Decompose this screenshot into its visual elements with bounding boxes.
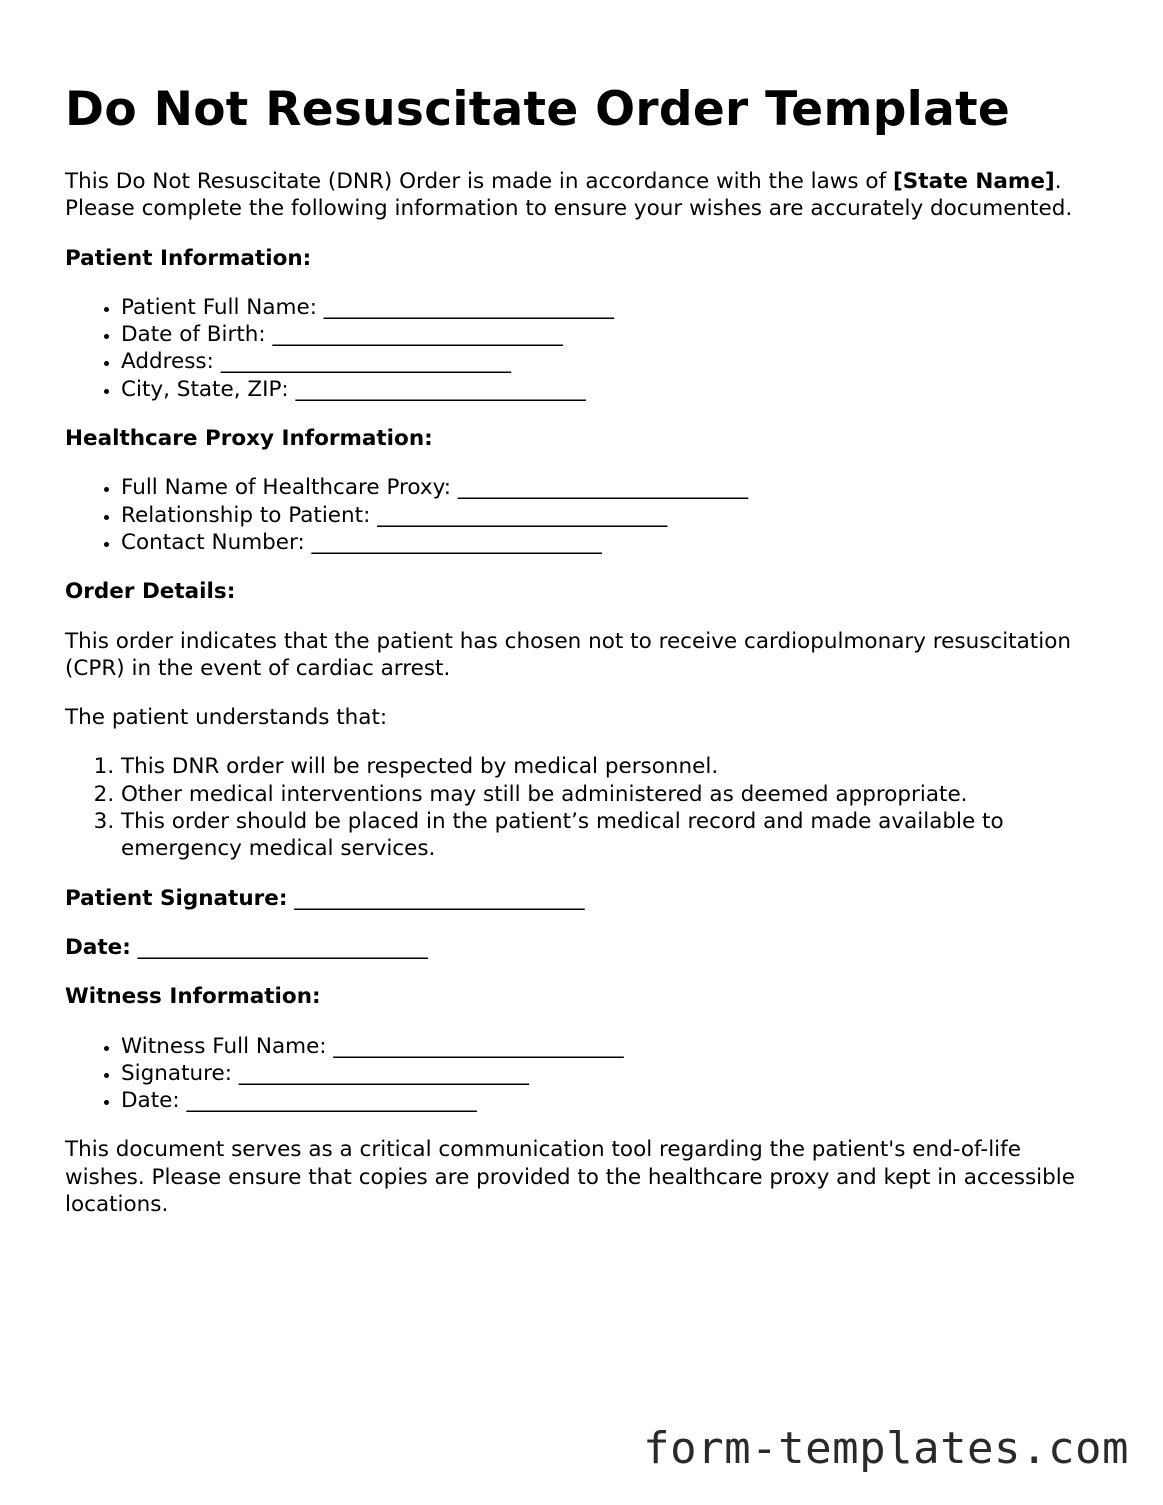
patient-signature-line	[65, 885, 1105, 912]
witness-signature-field: • Signature: ___________________________	[121, 1060, 1105, 1087]
understanding-list	[65, 753, 1105, 862]
city-state-zip-field: • City, State, ZIP: ___________________________	[121, 376, 1105, 403]
relationship-field: • Relationship to Patient: ___________________________	[121, 502, 1105, 529]
patient-info-list	[65, 294, 1105, 403]
state-name-placeholder: [State Name]	[892, 169, 1055, 194]
intro-text-after: . Please complete the following information to ensure your wishes are accurately documented.	[65, 169, 1073, 222]
proxy-info-heading: Healthcare Proxy Information:	[65, 426, 433, 452]
patient-signature-label: Patient Signature:	[65, 885, 288, 911]
contact-number-field: • Contact Number: ___________________________	[121, 529, 1105, 556]
patient-understands-text: The patient understands that:	[65, 705, 388, 731]
intro-text-before: This Do Not Resuscitate (DNR) Order is made in accordance with the laws of	[65, 169, 893, 194]
witness-date-field: • Date: ___________________________	[121, 1087, 1105, 1114]
date-line	[65, 934, 1105, 961]
patient-full-name-field: • Patient Full Name: ___________________________	[121, 294, 1105, 321]
witness-info-list	[65, 1033, 1105, 1115]
order-details-paragraph: This order indicates that the patient has chosen not to receive cardiopulmonary resuscitation (CPR) in the event of cardiac arrest.	[65, 628, 1071, 681]
intro-paragraph	[65, 168, 1105, 223]
proxy-info-list	[65, 474, 1105, 556]
patient-signature-blank: ___________________________	[287, 885, 585, 911]
watermark: form-templates.com	[643, 1423, 1129, 1474]
closing-paragraph: This document serves as a critical communication tool regarding the patient's end-of-life wishes. Please ensure that copies are provided to the healthcare proxy and kept in accessible locations.	[65, 1137, 1075, 1218]
document-title: Do Not Resuscitate Order Template	[65, 82, 1011, 137]
order-details-heading: Order Details:	[65, 579, 236, 605]
understanding-item: 1. This DNR order will be respected by medical personnel.	[121, 753, 1105, 780]
address-field: • Address: ___________________________	[121, 348, 1105, 375]
proxy-full-name-field: • Full Name of Healthcare Proxy: ___________________________	[121, 474, 1105, 501]
date-label: Date:	[65, 934, 131, 960]
patient-info-heading: Patient Information:	[65, 245, 312, 271]
understanding-item: 2. Other medical interventions may still be administered as deemed appropriate.	[121, 781, 1105, 808]
witness-info-heading: Witness Information:	[65, 984, 321, 1010]
date-blank: ___________________________	[130, 934, 428, 960]
document-page	[65, 80, 1105, 1240]
understanding-item: 3. This order should be placed in the patient’s medical record and made available to emergency medical services.	[121, 808, 1105, 863]
date-of-birth-field: • Date of Birth: ___________________________	[121, 321, 1105, 348]
witness-full-name-field: • Witness Full Name: ___________________________	[121, 1033, 1105, 1060]
